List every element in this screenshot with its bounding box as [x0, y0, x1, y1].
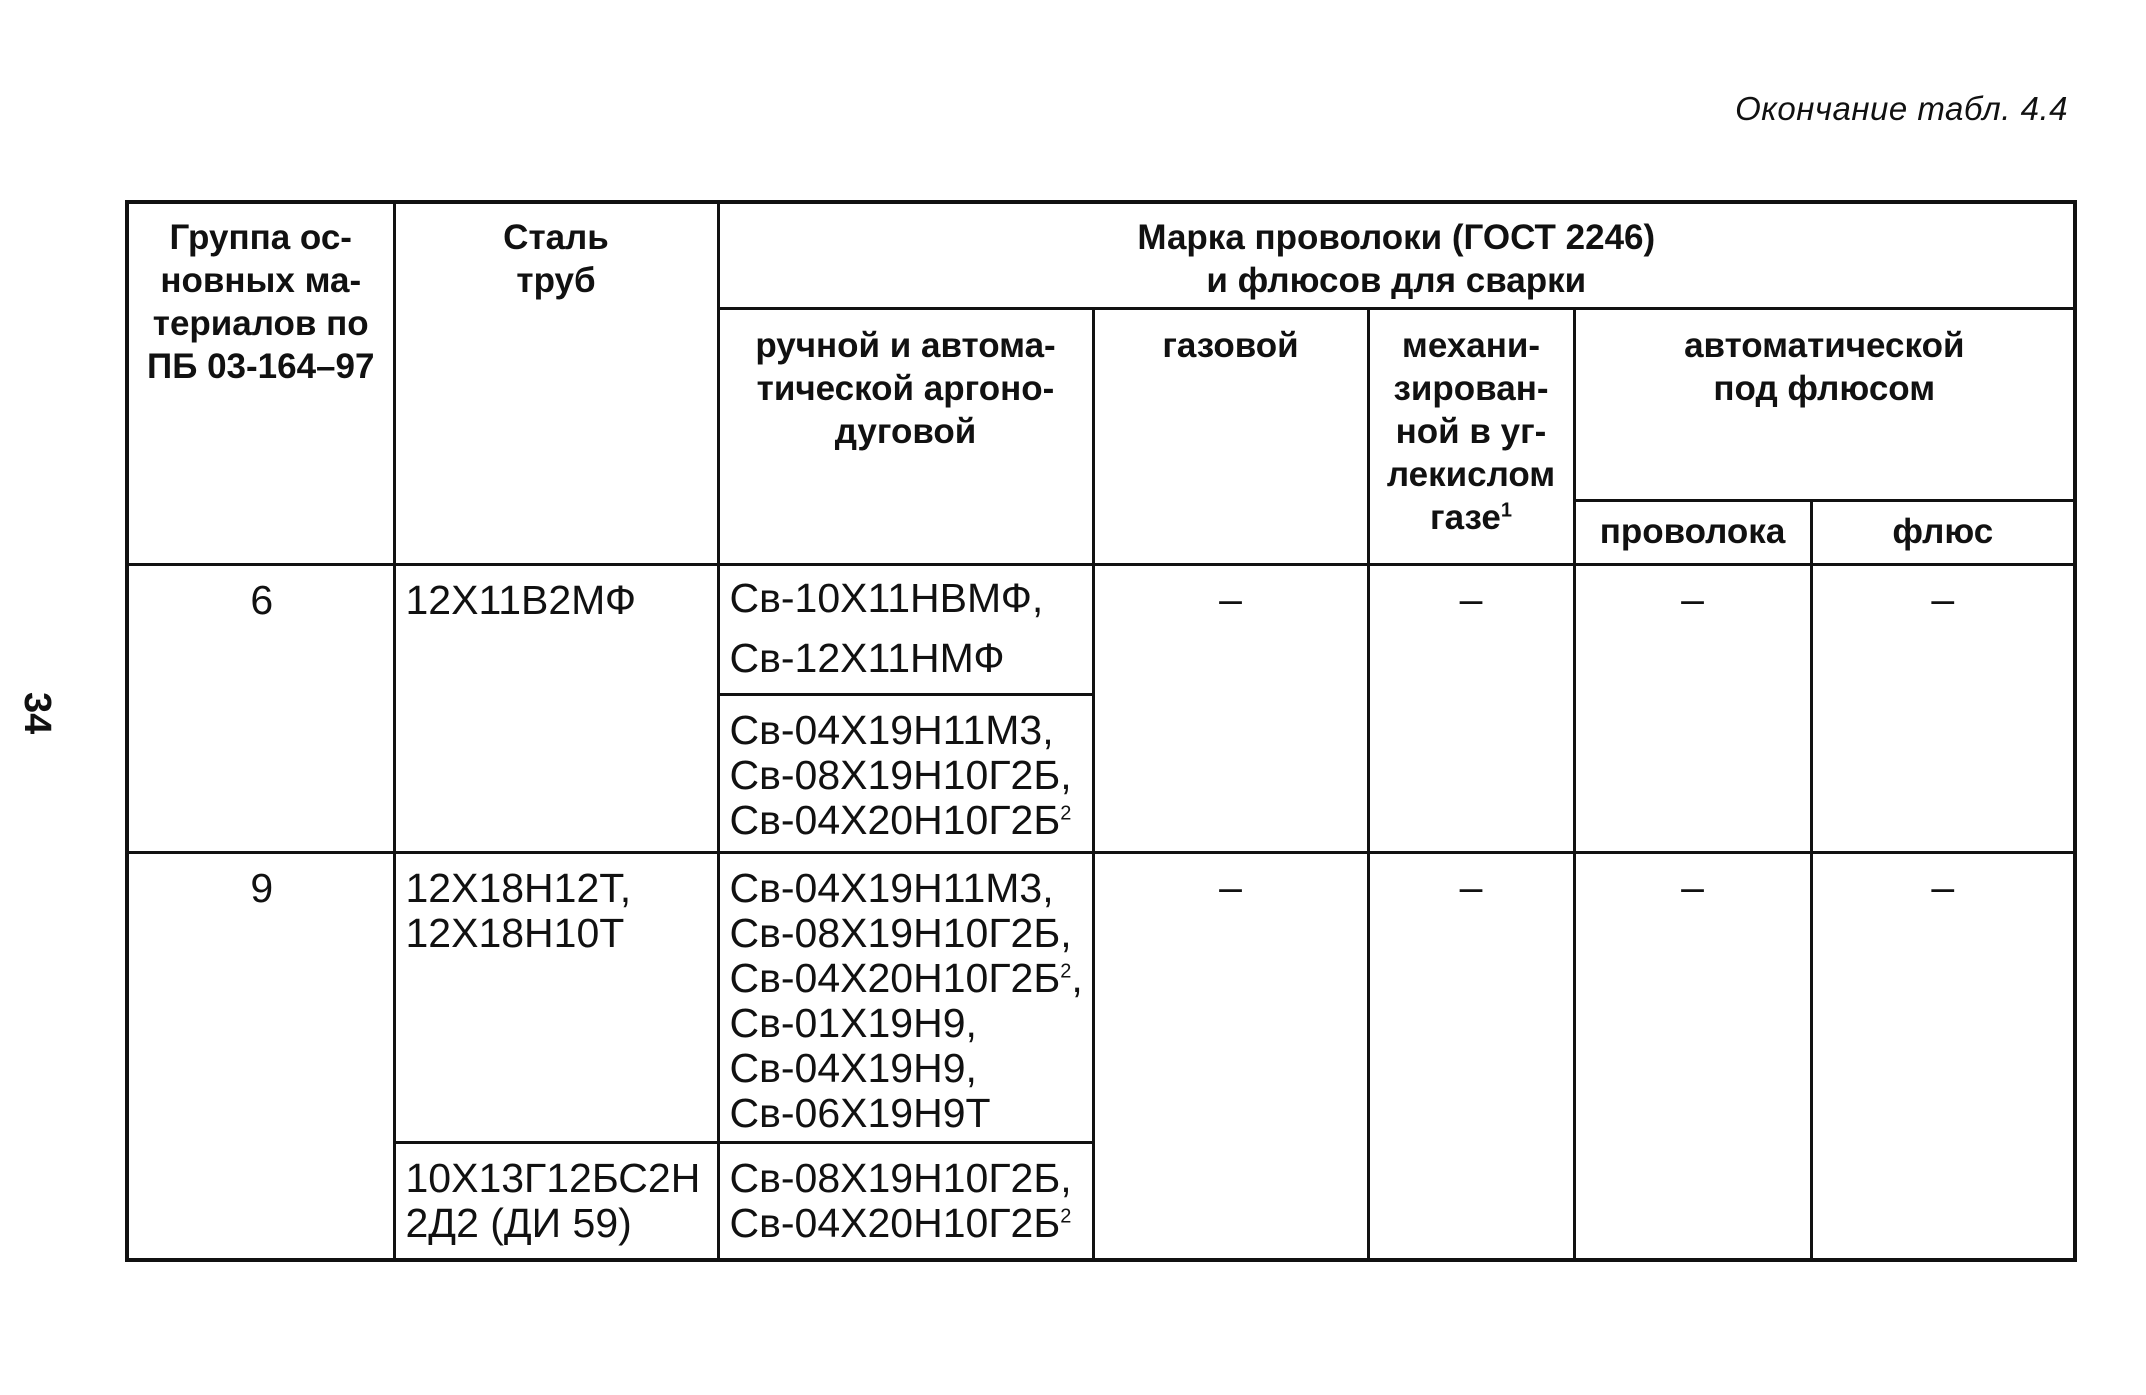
wire-line-with-note: $Св-04Х20Н10Г2Б^2$: [729, 1199, 1072, 1246]
mech-dash-9: –: [1368, 852, 1574, 1260]
wire-line-with-note: $Св-04Х20Н10Г2Б^2$: [729, 796, 1072, 843]
wire-line: Св-08Х19Н10Г2Б,: [729, 909, 1072, 956]
header-mechanized-co2-text: механи- зирован- ной в уг- лекислом газе: [1386, 325, 1556, 537]
wire-line-with-note: $Св-04Х20Н10Г2Б^2$,: [729, 954, 1083, 1001]
wire-line: Св-08Х19Н10Г2Б,: [729, 751, 1072, 798]
footnote-1-mark: 1: [1500, 498, 1512, 521]
wire-line: Св-12Х11НМФ: [729, 634, 1005, 681]
table-caption: Окончание табл. 4.4: [1735, 90, 2068, 127]
gas-dash-6: –: [1093, 564, 1368, 852]
wire-line: Св-04Х19Н11М3,: [729, 864, 1054, 911]
wire-cell-6a: [718, 564, 1093, 694]
wire-dash-9: –: [1574, 852, 1811, 1260]
header-flux: флюс: [1811, 500, 2075, 564]
welding-materials-table: [125, 200, 2077, 1262]
wire-line: Св-04Х19Н11М3,: [729, 706, 1054, 753]
wire-cell-9a: [718, 852, 1093, 1142]
group-6-cell: 6: [127, 564, 394, 852]
mech-dash-6: –: [1368, 564, 1574, 852]
header-automatic-flux: автоматической под флюсом: [1574, 308, 2075, 500]
wire-dash-6: –: [1574, 564, 1811, 852]
wire-line: Св-10Х11НВМФ,: [729, 574, 1044, 621]
wire-cell-6b: [718, 694, 1093, 852]
header-steel: Сталь труб: [394, 202, 718, 564]
wire-cell-9b: [718, 1142, 1093, 1260]
wire-line: Св-04Х19Н9,: [729, 1044, 977, 1091]
steel-12x18: 12Х18Н12Т, 12Х18Н10Т: [394, 852, 718, 1142]
steel-10x13g12bs2n2d2: 10Х13Г12БС2Н 2Д2 (ДИ 59): [394, 1142, 718, 1260]
header-group: Группа ос- новных ма- териалов по ПБ 03-164–97: [127, 202, 394, 564]
wire-line: Св-01Х19Н9,: [729, 999, 977, 1046]
header-gas: газовой: [1093, 308, 1368, 564]
header-wire-brand: Марка проволоки (ГОСТ 2246) и флюсов для сварки: [718, 202, 2075, 308]
header-mechanized-co2: [1368, 308, 1574, 564]
wire-line: Св-06Х19Н9Т: [729, 1089, 991, 1136]
footnote-2-mark: 2: [1060, 801, 1072, 824]
group-9-cell: 9: [127, 852, 394, 1260]
flux-dash-9: –: [1811, 852, 2075, 1260]
steel-12x11v2mf: 12Х11В2МФ: [394, 564, 718, 852]
header-manual-argon: ручной и автома- тической аргоно- дуговой: [718, 308, 1093, 564]
footnote-2-mark: 2: [1060, 959, 1072, 982]
gas-dash-9: –: [1093, 852, 1368, 1260]
page-number: 34: [16, 692, 58, 735]
footnote-2-mark: 2: [1060, 1204, 1072, 1227]
wire-line: Св-08Х19Н10Г2Б,: [729, 1154, 1072, 1201]
flux-dash-6: –: [1811, 564, 2075, 852]
header-wire: проволока: [1574, 500, 1811, 564]
